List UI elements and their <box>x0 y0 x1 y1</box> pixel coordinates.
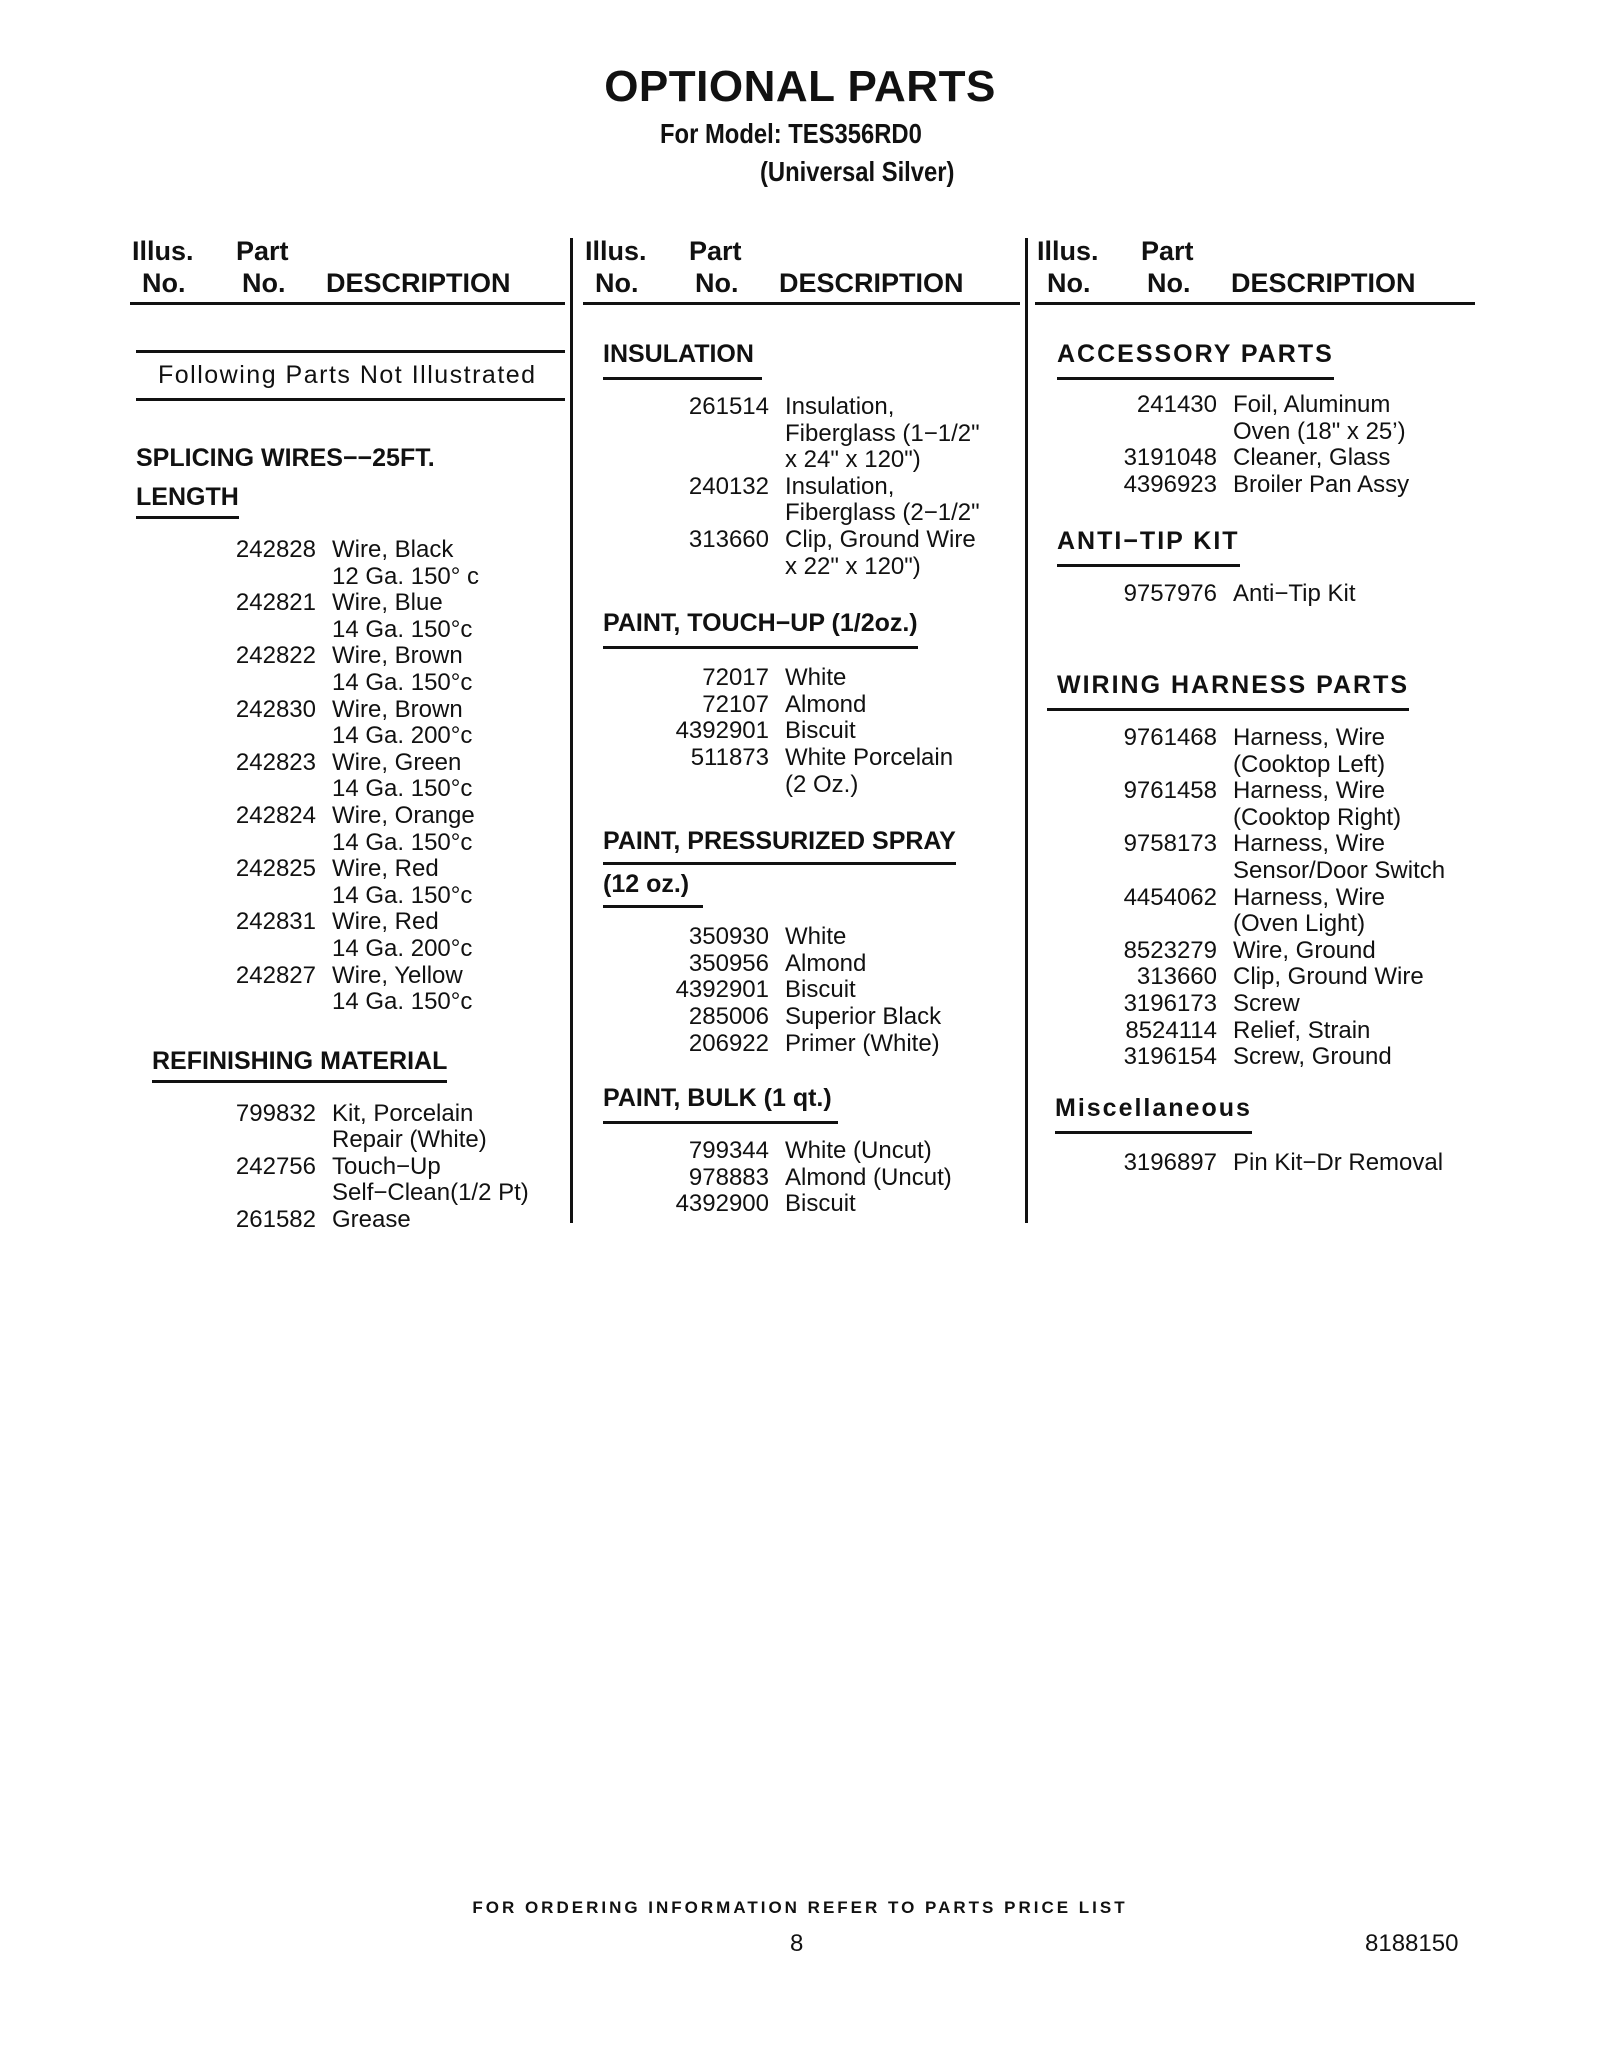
part-row <box>1047 831 1475 884</box>
page-title: OPTIONAL PARTS <box>604 62 996 111</box>
description-line: (Oven Light) <box>1233 910 1366 938</box>
part-row <box>136 856 565 909</box>
description-line: Harness, Wire <box>1233 777 1386 805</box>
part-description <box>1217 885 1385 938</box>
description-line: White <box>785 923 847 951</box>
part-number: 242828 <box>235 536 316 563</box>
description-line: (Cooktop Right) <box>1233 803 1402 831</box>
part-number: 4454062 <box>1123 883 1217 911</box>
part-description <box>316 537 479 590</box>
part-description <box>769 1004 941 1031</box>
description-line: Cleaner, Glass <box>1233 444 1391 472</box>
part-description <box>316 803 475 856</box>
model-variant: (Universal Silver) <box>760 156 955 187</box>
part-row <box>603 1031 1020 1058</box>
part-row <box>136 963 565 1016</box>
section-title: PAINT, PRESSURIZED SPRAY <box>603 826 956 865</box>
description-line: Almond <box>785 690 867 718</box>
illus-no-header: No. <box>595 268 639 298</box>
part-number: 242825 <box>235 855 316 883</box>
part-row <box>603 977 1020 1004</box>
description-line: Touch−Up <box>332 1152 441 1180</box>
part-description <box>1217 778 1401 831</box>
description-line: Harness, Wire <box>1233 883 1386 911</box>
description-line: Screw <box>1233 989 1300 1017</box>
part-description <box>1217 725 1385 778</box>
part-header: Part <box>1141 236 1194 266</box>
description-line: Primer (White) <box>785 1029 940 1057</box>
part-number: 285006 <box>688 1002 769 1030</box>
part-row <box>603 1004 1020 1031</box>
part-description <box>769 718 856 745</box>
description-line: Foil, Aluminum <box>1233 391 1391 418</box>
parts-list <box>136 537 565 1016</box>
description-line: Wire, Red <box>332 908 439 936</box>
part-row <box>1047 964 1475 991</box>
description-line: Wire, Yellow <box>332 961 463 989</box>
section-title: REFINISHING MATERIAL <box>152 1046 447 1083</box>
parts-list <box>152 1101 565 1234</box>
description-line: Wire, Blue <box>332 589 443 617</box>
part-number: 242821 <box>235 589 316 617</box>
part-row <box>603 692 1020 719</box>
part-description <box>1217 581 1356 608</box>
parts-column-1 <box>130 232 565 1234</box>
description-line: Clip, Ground Wire <box>785 525 976 553</box>
description-line: Biscuit <box>785 976 856 1004</box>
part-row <box>603 474 1020 527</box>
part-row <box>136 803 565 856</box>
description-line: x 24" x 120") <box>785 446 921 474</box>
description-line: 14 Ga. 150°c <box>332 828 473 856</box>
part-row <box>1057 581 1475 608</box>
parts-list <box>1055 1150 1475 1177</box>
part-row <box>136 537 565 590</box>
description-line: Repair (White) <box>332 1126 487 1154</box>
section-title: Miscellaneous <box>1055 1093 1252 1134</box>
description-line: x 22" x 120") <box>785 552 921 580</box>
description-line: Kit, Porcelain <box>332 1099 474 1127</box>
description-line: (2 Oz.) <box>785 770 859 798</box>
parts-list <box>603 394 1020 580</box>
section-insulation <box>603 339 1020 580</box>
part-number: 313660 <box>1136 963 1217 991</box>
part-no-header: No. <box>695 268 739 298</box>
part-row <box>603 665 1020 692</box>
description-line: Wire, Orange <box>332 801 475 829</box>
part-description <box>1217 831 1445 884</box>
part-row <box>1047 725 1475 778</box>
section-accessory-parts <box>1057 339 1475 498</box>
section-miscellaneous <box>1055 1093 1475 1177</box>
part-number: 9758173 <box>1123 830 1217 858</box>
description-line: Insulation, <box>785 393 895 420</box>
description-line: Wire, Red <box>332 855 439 883</box>
part-row <box>603 527 1020 580</box>
part-description <box>1217 1018 1370 1045</box>
description-line: Clip, Ground Wire <box>1233 963 1424 991</box>
section-splicing-wires <box>136 443 565 1016</box>
description-line: White Porcelain <box>785 743 954 771</box>
description-line: Oven (18" x 25’) <box>1233 417 1406 445</box>
part-description <box>1217 472 1409 499</box>
illus-header: Illus. <box>132 236 194 266</box>
part-number: 242756 <box>235 1152 316 1180</box>
part-number: 511873 <box>690 743 769 771</box>
description-line: Grease <box>332 1206 411 1234</box>
part-row <box>1047 938 1475 965</box>
description-line: Insulation, <box>785 472 895 500</box>
part-description <box>769 1165 952 1192</box>
part-description <box>316 1154 529 1207</box>
section-wiring-harness-parts <box>1047 670 1475 1071</box>
part-number: 242831 <box>235 908 316 936</box>
part-no-header: No. <box>242 268 286 298</box>
section-title: PAINT, TOUCH−UP (1/2oz.) <box>603 608 918 649</box>
description-line: 14 Ga. 150°c <box>332 881 473 909</box>
part-number: 3196173 <box>1123 989 1217 1017</box>
part-row <box>1057 445 1475 472</box>
part-description <box>316 590 472 643</box>
part-number: 242830 <box>235 695 316 723</box>
description-line: 14 Ga. 150°c <box>332 988 473 1016</box>
description-header: DESCRIPTION <box>779 268 964 298</box>
part-row <box>1047 1044 1475 1071</box>
section-title: LENGTH <box>136 482 239 519</box>
illus-no-header: No. <box>1047 268 1091 298</box>
part-description <box>316 1207 411 1234</box>
part-number: 9761458 <box>1123 777 1217 805</box>
description-line: Pin Kit−Dr Removal <box>1233 1148 1444 1176</box>
part-description <box>769 474 980 527</box>
part-number: 3196154 <box>1123 1043 1217 1071</box>
part-number: 4392901 <box>675 976 769 1004</box>
page-number: 8 <box>790 1930 804 1957</box>
part-row <box>603 1138 1020 1165</box>
part-row <box>1057 472 1475 499</box>
illus-no-header: No. <box>142 268 186 298</box>
description-line: Wire, Brown <box>332 642 463 670</box>
description-line: Self−Clean(1/2 Pt) <box>332 1179 529 1207</box>
section-title: PAINT, BULK (1 qt.) <box>603 1083 838 1124</box>
part-header: Part <box>689 236 742 266</box>
part-row <box>136 590 565 643</box>
description-line: Fiberglass (1−1/2" <box>785 419 980 447</box>
part-number: 350956 <box>688 949 769 977</box>
part-row <box>603 1165 1020 1192</box>
part-row <box>152 1207 565 1234</box>
model-number: For Model: TES356RD0 <box>660 118 922 149</box>
part-number: 240132 <box>688 472 769 500</box>
part-row <box>603 951 1020 978</box>
part-row <box>1057 392 1475 445</box>
part-number: 242827 <box>235 961 316 989</box>
section-title: (12 oz.) <box>603 870 690 899</box>
part-number: 206922 <box>688 1029 769 1057</box>
part-description <box>1217 991 1300 1018</box>
description-line: Wire, Black <box>332 536 454 563</box>
part-description <box>316 909 472 962</box>
section-anti-tip-kit <box>1057 526 1475 608</box>
section-paint-touch-up <box>603 608 1020 798</box>
part-description <box>769 745 953 798</box>
description-line: Superior Black <box>785 1002 942 1030</box>
part-number: 8523279 <box>1123 936 1217 964</box>
description-line: 14 Ga. 200°c <box>332 722 473 750</box>
part-description <box>1217 964 1424 991</box>
description-line: Wire, Ground <box>1233 936 1376 964</box>
part-description <box>769 527 976 580</box>
description-line: 14 Ga. 150°c <box>332 668 473 696</box>
part-row <box>603 1191 1020 1218</box>
description-line: Sensor/Door Switch <box>1233 856 1446 884</box>
document-number: 8188150 <box>1365 1930 1459 1957</box>
part-description <box>1217 1150 1443 1177</box>
ordering-note: FOR ORDERING INFORMATION REFER TO PARTS PRICE LIST <box>472 1898 1128 1917</box>
part-number: 350930 <box>688 923 769 951</box>
part-number: 9761468 <box>1123 723 1217 751</box>
not-illustrated-banner: Following Parts Not Illustrated <box>136 350 565 401</box>
part-number: 72017 <box>702 664 769 692</box>
part-header: Part <box>236 236 289 266</box>
description-line: Fiberglass (2−1/2" <box>785 499 980 527</box>
description-line: White (Uncut) <box>785 1137 932 1165</box>
part-description <box>316 963 472 1016</box>
part-number: 242824 <box>235 801 316 829</box>
parts-list <box>1057 392 1475 498</box>
description-line: Harness, Wire <box>1233 830 1386 858</box>
parts-list <box>603 924 1020 1057</box>
description-line: Relief, Strain <box>1233 1016 1371 1044</box>
description-line: Anti−Tip Kit <box>1233 580 1356 608</box>
part-description <box>316 750 472 803</box>
section-title: INSULATION <box>603 339 762 380</box>
part-row <box>136 750 565 803</box>
description-line: Harness, Wire <box>1233 723 1386 751</box>
part-description <box>316 697 472 750</box>
part-number: 242823 <box>235 748 316 776</box>
part-number: 261582 <box>235 1206 316 1234</box>
column-header <box>130 232 565 305</box>
column-header <box>583 232 1020 305</box>
description-line: Wire, Green <box>332 748 462 776</box>
section-title: ANTI−TIP KIT <box>1057 526 1240 567</box>
part-description <box>769 924 846 951</box>
part-description <box>769 665 846 692</box>
parts-column-3 <box>1035 232 1475 1176</box>
description-line: Screw, Ground <box>1233 1043 1392 1071</box>
part-description <box>769 1031 940 1058</box>
section-title: SPLICING WIRES−−25FT. <box>136 444 435 472</box>
part-row <box>1047 991 1475 1018</box>
section-paint-bulk <box>603 1083 1020 1218</box>
part-number: 799832 <box>235 1099 316 1127</box>
part-number: 242822 <box>235 642 316 670</box>
part-row <box>1047 1018 1475 1045</box>
description-line: 14 Ga. 150°c <box>332 775 473 803</box>
part-description <box>316 1101 487 1154</box>
part-number: 9757976 <box>1123 580 1217 608</box>
part-description <box>769 692 866 719</box>
description-header: DESCRIPTION <box>1231 268 1416 298</box>
part-number: 4396923 <box>1123 470 1217 498</box>
description-line: (Cooktop Left) <box>1233 750 1386 778</box>
part-number: 241430 <box>1136 391 1217 418</box>
part-row <box>136 697 565 750</box>
part-description <box>1217 392 1406 445</box>
part-number: 72107 <box>702 690 769 718</box>
illus-header: Illus. <box>1037 236 1099 266</box>
description-line: Wire, Brown <box>332 695 463 723</box>
parts-list <box>603 1138 1020 1218</box>
column-divider <box>1025 238 1028 1223</box>
part-description <box>316 643 472 696</box>
part-row <box>152 1154 565 1207</box>
part-description <box>769 951 866 978</box>
part-number: 799344 <box>688 1137 769 1165</box>
part-number: 313660 <box>688 525 769 553</box>
parts-list <box>1057 581 1475 608</box>
description-line: Almond (Uncut) <box>785 1163 952 1191</box>
part-row <box>603 718 1020 745</box>
description-line: 14 Ga. 150°c <box>332 615 473 643</box>
section-paint-pressurized-spray <box>603 826 1020 1057</box>
part-number: 978883 <box>688 1163 769 1191</box>
part-description <box>769 977 856 1004</box>
section-title: ACCESSORY PARTS <box>1057 339 1334 380</box>
part-row <box>603 745 1020 798</box>
part-description <box>769 1138 932 1165</box>
description-line: 14 Ga. 200°c <box>332 934 473 962</box>
description-header: DESCRIPTION <box>326 268 511 298</box>
section-refinishing-material <box>152 1046 565 1234</box>
part-row <box>1047 885 1475 938</box>
part-number: 3196897 <box>1123 1148 1217 1176</box>
parts-column-2 <box>583 232 1020 1218</box>
part-description <box>769 394 980 474</box>
section-title: WIRING HARNESS PARTS <box>1047 670 1409 711</box>
part-description <box>1217 1044 1392 1071</box>
description-line: Broiler Pan Assy <box>1233 470 1410 498</box>
part-number: 3191048 <box>1123 444 1217 472</box>
part-number: 8524114 <box>1125 1016 1217 1044</box>
part-row <box>603 394 1020 474</box>
part-description <box>1217 938 1376 965</box>
part-description <box>1217 445 1390 472</box>
parts-list <box>1047 725 1475 1071</box>
description-line: Almond <box>785 949 867 977</box>
description-line: White <box>785 664 847 692</box>
parts-list <box>603 665 1020 798</box>
part-row <box>152 1101 565 1154</box>
part-number: 4392900 <box>675 1190 769 1218</box>
description-line: Biscuit <box>785 1190 856 1218</box>
description-line: 12 Ga. 150° c <box>332 562 480 590</box>
column-header <box>1035 232 1475 305</box>
part-number: 261514 <box>688 393 769 420</box>
illus-header: Illus. <box>585 236 647 266</box>
part-number: 4392901 <box>675 717 769 745</box>
part-description <box>316 856 472 909</box>
part-row <box>1055 1150 1475 1177</box>
description-line: Biscuit <box>785 717 856 745</box>
part-description <box>769 1191 856 1218</box>
part-row <box>136 643 565 696</box>
part-no-header: No. <box>1147 268 1191 298</box>
column-divider <box>570 238 573 1223</box>
part-row <box>603 924 1020 951</box>
part-row <box>136 909 565 962</box>
part-row <box>1047 778 1475 831</box>
section-underline <box>603 905 703 908</box>
